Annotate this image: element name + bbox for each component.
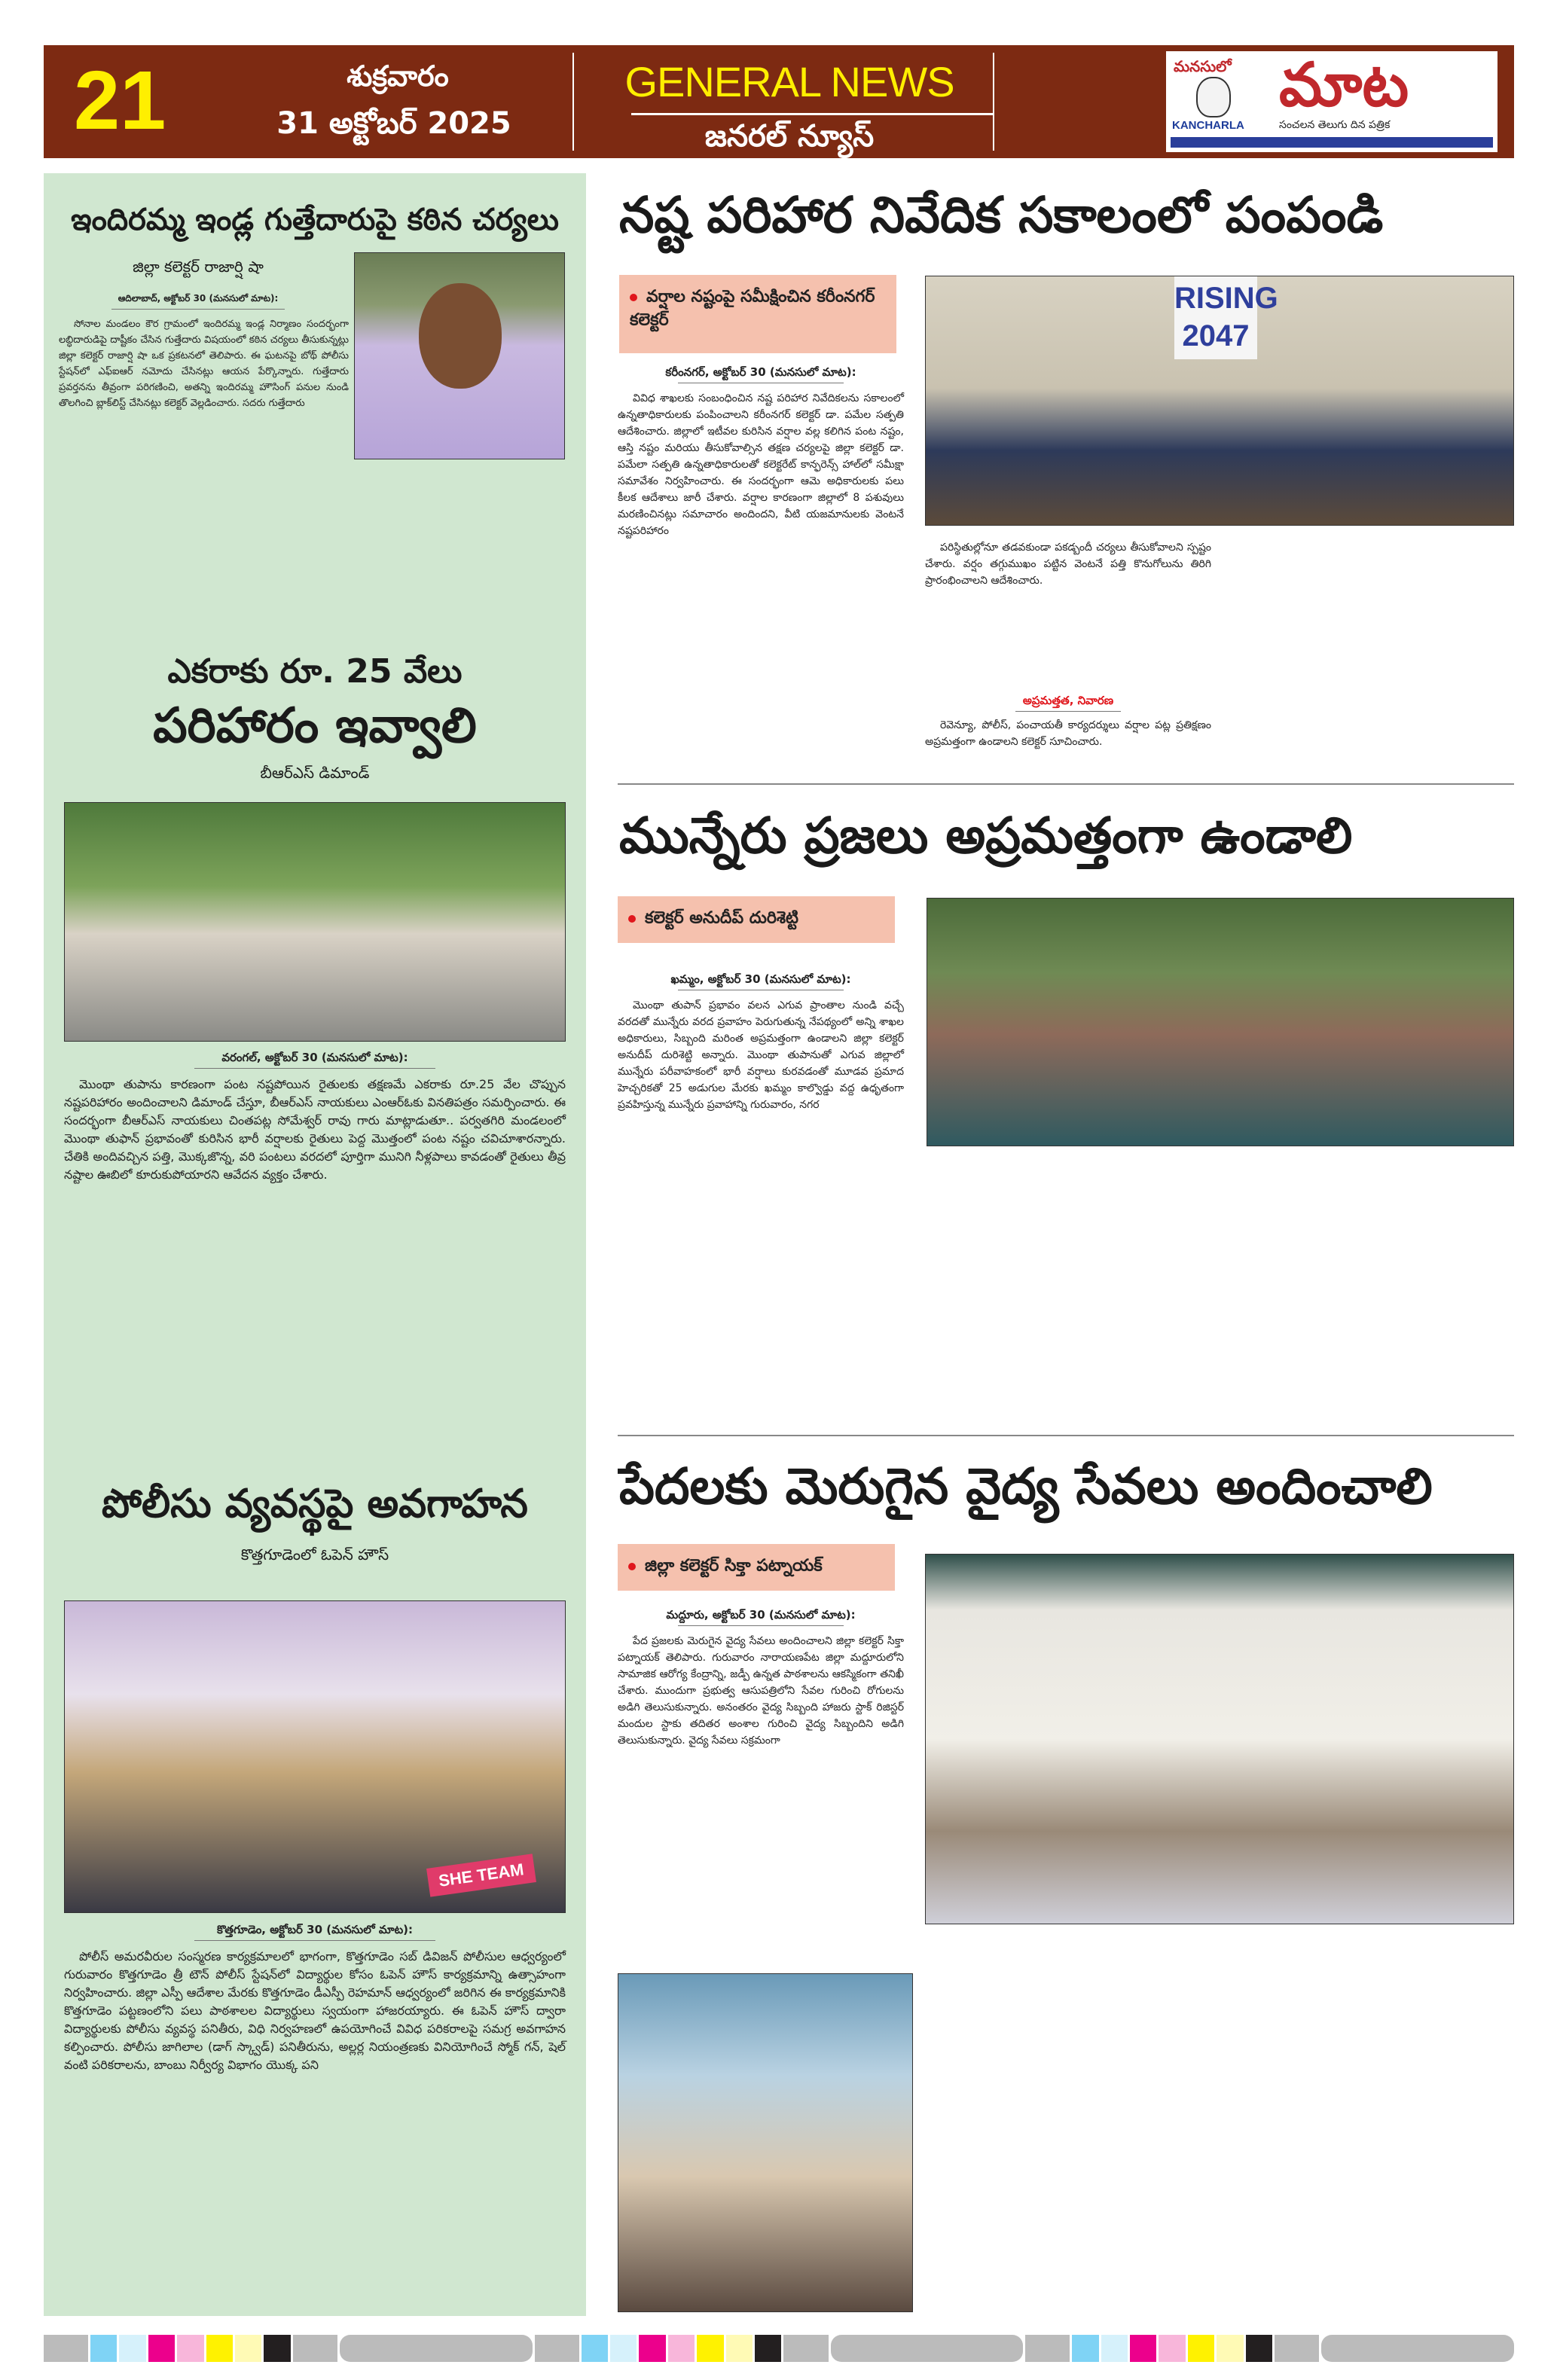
highlight-box xyxy=(618,1544,895,1591)
divider xyxy=(678,1625,844,1626)
day: శుక్రవారం xyxy=(347,60,449,93)
gray-patch xyxy=(340,2335,533,2362)
date: 31 అక్టోబర్ 2025 xyxy=(276,106,511,141)
color-swatch xyxy=(639,2335,665,2362)
review-meeting-photo xyxy=(925,276,1514,526)
highlight-text: జిల్లా కలెక్టర్ సిక్తా పట్నాయక్ xyxy=(645,1556,823,1576)
color-swatch xyxy=(1246,2335,1272,2362)
page-number: 21 xyxy=(74,54,166,147)
logo-tagline: సంచలన తెలుగు దిన పత్రిక xyxy=(1279,119,1391,131)
hospital-visit-photo xyxy=(925,1554,1514,1924)
she-team-banner: SHE TEAM xyxy=(426,1854,536,1896)
color-swatch xyxy=(293,2335,337,2362)
color-swatch xyxy=(783,2335,828,2362)
collector-inspection-photo xyxy=(927,898,1514,1146)
color-swatch xyxy=(755,2335,781,2362)
color-swatch xyxy=(1159,2335,1185,2362)
dateline: ఖమ్మం, అక్టోబర్ 30 (మనసులో మాట): xyxy=(670,972,851,986)
color-swatch xyxy=(668,2335,695,2362)
gray-patch xyxy=(831,2335,1024,2362)
dateline: వరంగల్, అక్టోబర్ 30 (మనసులో మాట): xyxy=(221,1051,408,1064)
subsection-heading: అప్రమత్తత, నివారణ xyxy=(1022,694,1114,707)
headline: పేదలకు మెరుగైన వైద్య సేవలు అందించాలి xyxy=(619,1457,1433,1515)
collector-photo xyxy=(354,252,565,459)
masthead xyxy=(44,45,1514,158)
color-swatch xyxy=(1217,2335,1243,2362)
article-body: వివిధ శాఖలకు సంబంధించిన నష్ట పరిహార నివేదికలను సకాలంలో ఉన్నతాధికారులకు పంపించాలని కరీంనగర్ కలెక్టర్ డా. పమేల సత్పతి ఆదేశించారు. జిల్లాలో ఇటీవల కురిసిన వర్షాల వల్ల కలిగిన పంట నష్టం, ఆస్తి నష్టం మరియు తీసుకోవాల్సిన తక్షణ చర్యలపై జిల్లా కలెక్టర్ డా. పమేలా సత్పతి ఉన్నతాధికారులతో కలెక్టరేట్ కాన్ఫరెన్స్ హాల్‌లో సమీక్షా సమావేశం నిర్వహించారు. ఈ సందర్భంగా ఆమె అధికారులకు పలు కీలక ఆదేశాలు జారీ చేశారు. వర్షాల కారణంగా జిల్లాలో 8 పశువులు మరణించినట్లు సమాచారం అందిందని, వీటి యజమానులకు వెంటనే నష్టపరిహారం xyxy=(618,392,904,537)
article-body: పేద ప్రజలకు మెరుగైన వైద్య సేవలు అందించాలని జిల్లా కలెక్టర్ సిక్తా పట్నాయక్ తెలిపారు. గురువారం నారాయణపేట జిల్లా మద్దూరులోని సామాజిక ఆరోగ్య కేంద్రాన్ని, జడ్పీ ఉన్నత పాఠశాలను ఆకస్మికంగా తనిఖీ చేశారు. ముందుగా ప్రభుత్వ ఆసుపత్రిలోని సేవల గురించి రోగులను అడిగి తెలుసుకున్నారు. అనంతరం వైద్య సిబ్బంది హాజరు స్టాక్ రిజిస్టర్ మందుల స్టాకు తదితర అంశాల గురించి వైద్య సిబ్బందిని అడిగి తెలుసుకున్నారు. వైద్య సేవలు సక్రమంగా xyxy=(618,1635,904,1747)
subhead: కొత్తగూడెంలో ఓపెన్ హౌస్ xyxy=(240,1545,389,1564)
brs-leaders-photo xyxy=(64,802,566,1042)
divider xyxy=(618,783,1514,785)
highlight-box xyxy=(619,275,896,353)
color-swatch xyxy=(44,2335,88,2362)
subhead: జిల్లా కలెక్టర్ రాజార్షి షా xyxy=(133,258,264,276)
article-body-continued: రెవెన్యూ, పోలీస్, పంచాయతీ కార్యదర్శులు వర్షాల పట్ల ప్రతిక్షణం అప్రమత్తంగా ఉండాలని కలెక్టర్ సూచించారు. xyxy=(925,719,1211,748)
color-swatch xyxy=(582,2335,608,2362)
headline: పోలీసు వ్యవస్థపై అవగాహన xyxy=(102,1481,528,1527)
color-swatch xyxy=(90,2335,117,2362)
color-swatch xyxy=(206,2335,233,2362)
open-house-photo xyxy=(64,1600,566,1913)
article-body: సోనాల మండలం కౌర గ్రామంలో ఇందిరమ్మ ఇండ్ల నిర్మాణం సందర్భంగా లబ్ధిదారుడిపై దాష్టీకం చేసిన గుత్తేదారు విషయంలో కఠిన చర్యలు తీసుకున్నట్లు జిల్లా కలెక్టర్ రాజార్షి షా ఒక ప్రకటనలో తెలిపారు. ఈ ఘటనపై బోథ్ పోలీసు స్టేషన్‌లో ఎఫ్ఐఆర్ నమోదు చేసినట్లు ఆయన పేర్కొన్నారు. గుత్తేదారు ప్రవర్తనను తీవ్రంగా పరిగణించి, అతన్ని ఇందిరమ్మ హౌసింగ్ పనుల నుండి తొలగించి బ్లాక్‌లిస్ట్ చేసినట్లు కలెక్టర్ వెల్లడించారు. సదరు గుత్తేదారు xyxy=(59,319,349,409)
highlight-box xyxy=(618,896,895,943)
article-body: పోలీస్ అమరవీరుల సంస్మరణ కార్యక్రమాలలో భాగంగా, కొత్తగూడెం సబ్ డివిజన్ పోలీసుల ఆధ్వర్యంలో గురువారం కొత్తగూడెం త్రీ టౌన్ పోలీస్ స్టేషన్‌లో విద్యార్థుల కోసం ఓపెన్ హౌస్ కార్యక్రమాన్ని ఉత్సాహంగా నిర్వహించారు. జిల్లా ఎస్పీ ఆదేశాల మేరకు కొత్తగూడెం డీఎస్పీ రెహమాన్ ఆధ్వర్యంలో జరిగిన ఈ కార్యక్రమానికి కొత్తగూడెం పట్టణంలోని పలు పాఠశాలల విద్యార్థులు స్వయంగా హాజరయ్యారు. ఈ ఓపెన్ హౌస్ ద్వారా విద్యార్థులకు పోలీసు వ్యవస్థ పనితీరు, విధి నిర్వహణలో ఉపయోగించే వివిధ పరికరాలపై సమగ్ర అవగాహన కల్పించారు. పోలీసు జాగిలాల (డాగ్ స్క్వాడ్) పనితీరును, అల్లర్ల నియంత్రణకు వినియోగించే స్మోక్ గన్, షెల్ వంటి పరికరాలను, బాంబు నిర్వీర్య విభాగం యొక్క పని xyxy=(64,1949,566,2072)
headline: ఇందిరమ్మ ఇండ్ల గుత్తేదారుపై కఠిన చర్యలు xyxy=(71,203,559,237)
section-title-en: GENERAL NEWS xyxy=(624,58,954,105)
headline: మున్నేరు ప్రజలు అప్రమత్తంగా ఉండాలి xyxy=(619,807,1353,865)
section-title-te: జనరల్ న్యూస్ xyxy=(704,119,875,154)
newspaper-logo xyxy=(1166,51,1497,152)
divider xyxy=(111,309,285,310)
bullet-icon xyxy=(628,1563,636,1570)
logo-name: మాట xyxy=(1279,50,1409,120)
color-swatch xyxy=(1072,2335,1098,2362)
divider xyxy=(993,53,994,151)
left-column xyxy=(44,173,586,2316)
print-color-bar xyxy=(44,2335,1514,2362)
divider xyxy=(572,53,574,151)
logo-kancharla: KANCHARLA xyxy=(1172,119,1244,132)
color-swatch xyxy=(119,2335,145,2362)
subhead: బీఆర్ఎస్ డిమాండ్ xyxy=(260,764,370,782)
color-swatch xyxy=(235,2335,261,2362)
color-swatch xyxy=(177,2335,203,2362)
article-body: మొంథా తుపాను కారణంగా పంట నష్టపోయిన రైతులకు తక్షణమే ఎకరాకు రూ.25 వేల చొప్పున నష్టపరిహారం అందించాలని డిమాండ్ చేస్తూ, బీఆర్ఎస్ నాయకులు ఎంఆర్‌ఓకు వినతిపత్రం సమర్పించారు. ఈ సందర్భంగా బీఆర్ఎస్ నాయకులు చింతపట్ల సోమేశ్వర్ రావు గారు మాట్లాడుతూ.. పర్వతగిరి మండలంలో మొంథా తుఫాన్ ప్రభావంతో కురిసిన భారీ వర్షాలకు రైతులు పెద్ద మొత్తంలో పంట నష్టం చవిచూశారన్నారు. చేతికి అందివచ్చిన పత్తి, మొక్కజొన్న, వరి పంటలు వరదలో పూర్తిగా మునిగి నీళ్లపాలు కావడంతో రైతులు తీవ్ర నష్టాల ఊబిలో కూరుకుపోయారని ఆవేదన వ్యక్తం చేశారు. xyxy=(64,1077,566,1182)
headline-line2: పరిహారం ఇవ్వాలి xyxy=(153,698,477,754)
bullet-icon xyxy=(628,915,636,923)
color-swatch xyxy=(726,2335,753,2362)
color-swatch xyxy=(1130,2335,1156,2362)
dateline: ఆదిలాబాద్, అక్టోబర్ 30 (మనసులో మాట): xyxy=(118,293,279,304)
portrait-icon xyxy=(1196,77,1231,117)
dateline: మద్దూరు, అక్టోబర్ 30 (మనసులో మాట): xyxy=(666,1608,856,1622)
gray-patch xyxy=(1321,2335,1514,2362)
logo-band xyxy=(1171,137,1493,148)
color-swatch xyxy=(1275,2335,1319,2362)
divider xyxy=(194,1940,435,1941)
school-visit-photo xyxy=(618,1973,913,2312)
color-swatch xyxy=(1101,2335,1128,2362)
color-swatch xyxy=(148,2335,175,2362)
dateline: కొత్తగూడెం, అక్టోబర్ 30 (మనసులో మాట): xyxy=(216,1923,414,1936)
article-body-continued: పరిస్థితుల్లోనూ తడవకుండా పకడ్బందీ చర్యలు తీసుకోవాలని స్పష్టం చేశారు. వర్షం తగ్గుముఖం పట్టిన వెంటనే పత్తి కొనుగోలును తిరిగి ప్రారంభించాలని ఆదేశించారు. xyxy=(925,542,1211,587)
color-swatch xyxy=(535,2335,579,2362)
article-body: మొంథా తుపాన్ ప్రభావం వలన ఎగువ ప్రాంతాల నుండి వచ్చే వరదతో మున్నేరు వరద ప్రవాహం పెరుగుతున్న నేపథ్యంలో అన్ని శాఖల అధికారులు, సిబ్బంది మరింత అప్రమత్తంగా ఉండాలని జిల్లా కలెక్టర్ అనుదీప్ దురిశెట్టి అన్నారు. మొంథా తుపానుతో ఎగువ జిల్లాలో మున్నేరు పరీవాహకంలో భారీ వర్షాలు కురవడంతో మూడవ ప్రమాద హెచ్చరికతో 25 అడుగుల మేరకు ఖమ్మం కాల్వొడ్డు వద్ద ఉధృతంగా ప్రవహిస్తున్న మున్నేరు ప్రవాహాన్ని గురువారం, నగర xyxy=(618,999,904,1111)
divider xyxy=(194,1068,435,1069)
bullet-icon xyxy=(630,294,637,301)
color-swatch xyxy=(1025,2335,1070,2362)
rising-2047-banner: RISING 2047 xyxy=(1174,276,1257,359)
logo-prefix: మనసులో xyxy=(1174,57,1232,75)
headline: నష్ట పరిహార నివేదిక సకాలంలో పంపండి xyxy=(619,186,1384,244)
divider xyxy=(618,1435,1514,1436)
color-swatch xyxy=(264,2335,290,2362)
highlight-text: వర్షాల నష్టంపై సమీక్షించిన కరీంనగర్ కలెక్టర్ xyxy=(630,287,875,329)
color-swatch xyxy=(1188,2335,1214,2362)
color-swatch xyxy=(610,2335,637,2362)
highlight-text: కలెక్టర్ అనుదీప్ దురిశెట్టి xyxy=(645,908,799,928)
dateline: కరీంనగర్, అక్టోబర్ 30 (మనసులో మాట): xyxy=(665,365,856,379)
divider xyxy=(1015,711,1121,712)
headline-line1: ఎకరాకు రూ. 25 వేలు xyxy=(167,652,463,691)
color-swatch xyxy=(697,2335,723,2362)
divider xyxy=(631,113,993,115)
